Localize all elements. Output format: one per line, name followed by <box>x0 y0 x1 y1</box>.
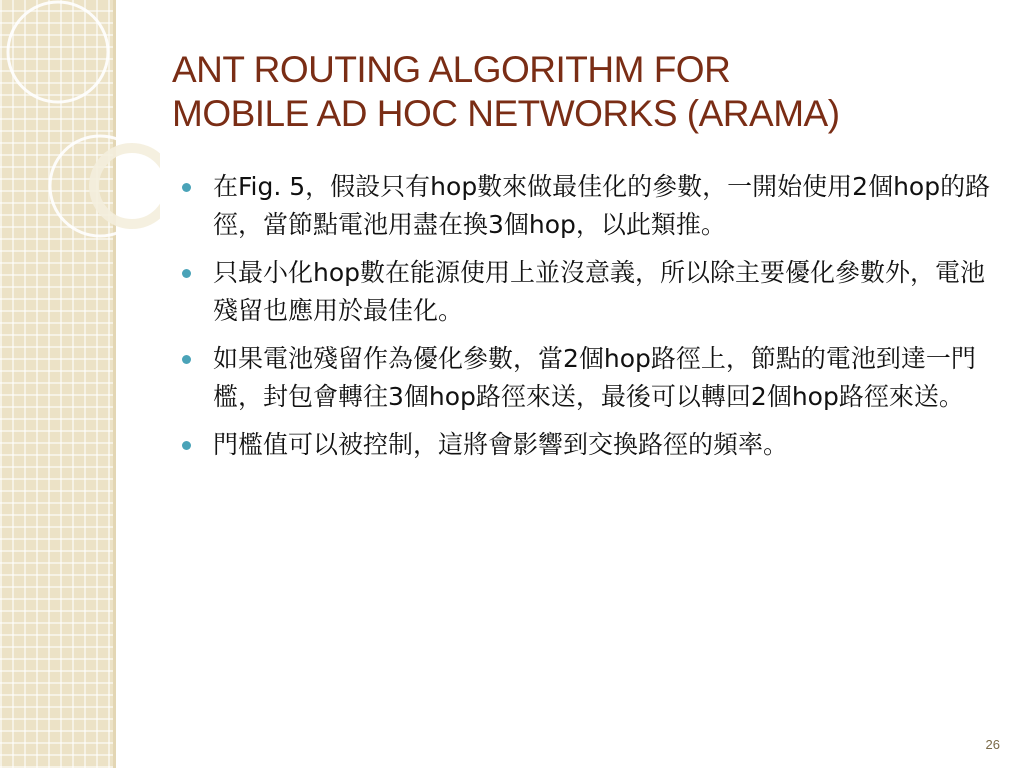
bullet-list <box>180 168 992 474</box>
bullet-text: 在Fig. 5，假設只有hop數來做最佳化的參數，一開始使用2個hop的路徑，當節點電池用盡在換3個hop，以此類推。 <box>213 172 991 239</box>
bullet-item <box>180 254 992 330</box>
bullet-dot-icon <box>182 183 191 192</box>
bullet-dot-icon <box>182 355 191 364</box>
bullet-item <box>180 426 992 464</box>
slide-title <box>172 48 992 136</box>
bullet-item <box>180 168 992 244</box>
bullet-item <box>180 340 992 416</box>
bullet-text: 門檻值可以被控制，這將會影響到交換路徑的頻率。 <box>213 430 789 459</box>
bullet-dot-icon <box>182 441 191 450</box>
page-number: 26 <box>985 737 1000 752</box>
decorative-circles <box>0 0 160 300</box>
bullet-text: 只最小化hop數在能源使用上並沒意義，所以除主要優化參數外，電池殘留也應用於最佳化。 <box>213 258 986 325</box>
title-line-1: ANT ROUTING ALGORITHM FOR <box>172 49 731 90</box>
bullet-dot-icon <box>182 269 191 278</box>
bullet-text: 如果電池殘留作為優化參數，當2個hop路徑上，節點的電池到達一門檻，封包會轉往3個hop路徑來送，最後可以轉回2個hop路徑來送。 <box>213 344 976 411</box>
title-line-2: MOBILE AD HOC NETWORKS (ARAMA) <box>172 93 840 134</box>
